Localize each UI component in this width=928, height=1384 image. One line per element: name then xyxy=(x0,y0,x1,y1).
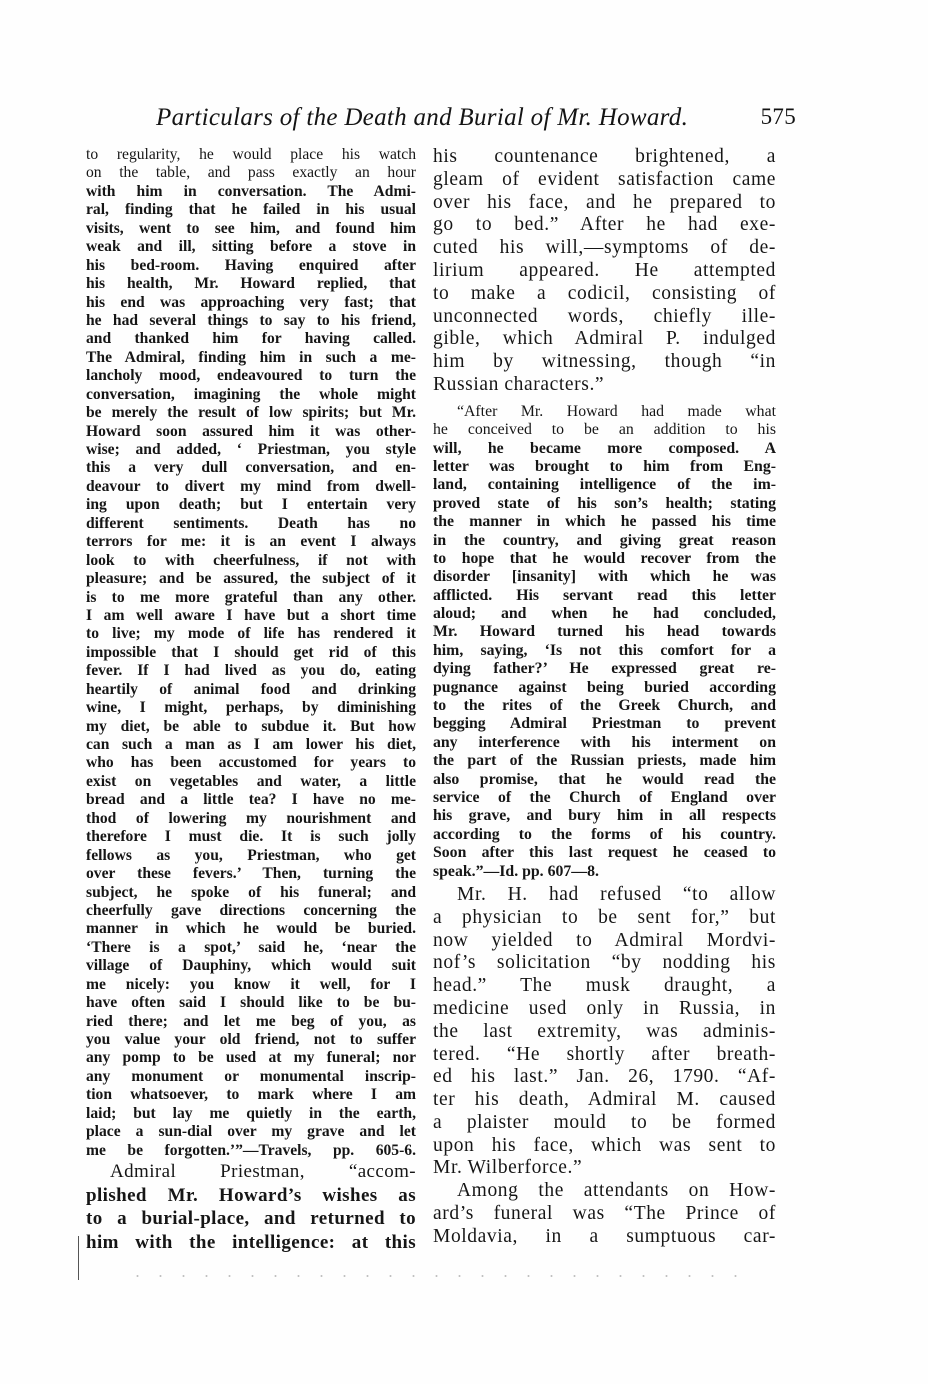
text-line: medicine used only in Russia, in xyxy=(433,997,776,1019)
text-line: go to bed.” After he had exe- xyxy=(433,214,776,236)
left-column xyxy=(86,146,416,1254)
text-line: the part of the Russian priests, made him xyxy=(433,752,776,770)
text-line: visits, went to see him, and found him xyxy=(86,219,416,237)
text-line: I am well aware I have but a short time xyxy=(86,606,416,624)
text-line: deavour to divert my mind from dwell- xyxy=(86,477,416,495)
text-line: to the rites of the Greek Church, and xyxy=(433,697,776,715)
text-line: Among the attendants on How- xyxy=(457,1180,776,1202)
text-line: who has been accustomed for years to xyxy=(86,754,416,772)
text-line: Moldavia, in a sumptuous car- xyxy=(433,1225,776,1247)
text-line: upon his face, which was sent to xyxy=(433,1134,776,1156)
text-line: is to me more grateful than any other. xyxy=(86,588,416,606)
text-line: nof’s solicitation “by nodding his xyxy=(433,952,776,974)
page-number: 575 xyxy=(760,104,796,129)
text-line: ral, finding that he failed in his usual xyxy=(86,201,416,219)
text-line: his end was approaching very fast; that xyxy=(86,293,416,311)
text-line: and thanked him for having called. xyxy=(86,330,416,348)
text-line: afflicted. His servant read this letter xyxy=(433,586,776,604)
text-line: a plaister mould to be formed xyxy=(433,1111,776,1133)
text-line: look to with cheerfulness, if not with xyxy=(86,551,416,569)
text-line: on the table, and pass exactly an hour xyxy=(86,164,416,182)
text-line: “After Mr. Howard had made what xyxy=(457,402,776,420)
margin-rule xyxy=(78,1236,79,1280)
text-line: disorder [insanity] with which he was xyxy=(433,568,776,586)
text-line: impossible that I should get rid of this xyxy=(86,643,416,661)
text-line: plished Mr. Howard’s wishes as xyxy=(86,1184,416,1206)
text-line: his countenance brightened, a xyxy=(433,146,776,167)
text-line: laid; but lay me quietly in the earth, xyxy=(86,1104,416,1122)
text-line: Mr. Wilberforce.” xyxy=(433,1157,583,1179)
text-line: pugnance against being buried according xyxy=(433,678,776,696)
text-line: thod of lowering my nourishment and xyxy=(86,809,416,827)
text-line: over his face, and he prepared to xyxy=(433,191,776,213)
text-line: he conceived to be an addition to his xyxy=(433,421,776,439)
text-line: heartily of animal food and drinking xyxy=(86,680,416,698)
text-line: any pomp to be used at my funeral; nor xyxy=(86,1049,416,1067)
scan-noise xyxy=(126,1272,746,1280)
text-line: cheerfully gave directions concerning the xyxy=(86,901,416,919)
text-line: according to the forms of his country. xyxy=(433,825,776,843)
text-line: unconnected words, chiefly ille- xyxy=(433,305,776,327)
text-line: Howard soon assured him it was other- xyxy=(86,422,416,440)
text-line: Russian characters.” xyxy=(433,373,605,395)
text-line: gible, which Admiral P. indulged xyxy=(433,328,776,350)
text-line: him by witnessing, though “in xyxy=(433,351,776,373)
text-line: over these fevers.’ Then, turning the xyxy=(86,865,416,883)
text-line: gleam of evident satisfaction came xyxy=(433,168,776,190)
text-line: wise; and added, ‘ Priestman, you style xyxy=(86,441,416,458)
text-line: to live; my mode of life has rendered it xyxy=(86,625,416,643)
text-line: have often said I should like to be bu- xyxy=(86,994,416,1012)
text-line: he had several things to say to his friend, xyxy=(86,311,416,329)
text-line: this a very dull conversation, and en- xyxy=(86,459,416,477)
page-title: Particulars of the Death and Burial of Mr. Howard. xyxy=(156,104,689,131)
text-line: wine, I might, perhaps, by diminishing xyxy=(86,699,416,717)
text-line: begging Admiral Priestman to prevent xyxy=(433,715,776,733)
text-line: any monument or monumental inscrip- xyxy=(86,1067,416,1085)
text-line: exist on vegetables and water, a little xyxy=(86,772,416,790)
text-line: to make a codicil, consisting of xyxy=(433,282,776,304)
text-line: ed his last.” Jan. 26, 1790. “Af- xyxy=(433,1066,776,1088)
text-line: land, containing intelligence of the im- xyxy=(433,476,776,494)
text-line: The Admiral, finding him in such a me- xyxy=(86,348,416,366)
text-line: a physician to be sent for,” but xyxy=(433,906,776,928)
text-line: the last extremity, was adminis- xyxy=(433,1020,776,1042)
text-line: Admiral Priestman, “accom- xyxy=(110,1161,416,1183)
text-line: letter was brought to him from Eng- xyxy=(433,457,776,475)
text-line: conversation, imagining the whole might xyxy=(86,385,416,403)
text-line: tion whatsoever, to mark where I am xyxy=(86,1086,416,1104)
text-line: me nicely: you know it well, for I xyxy=(86,975,416,993)
text-line: place a sun-dial over my grave and let xyxy=(86,1123,416,1141)
text-line: me be forgotten.’”—Travels, pp. 605-6. xyxy=(86,1141,416,1159)
text-line: be merely the result of low spirits; but Mr. xyxy=(86,404,416,422)
text-line: Mr. Howard turned his head towards xyxy=(433,623,776,641)
text-line: his bed-room. Having enquired after xyxy=(86,256,416,274)
text-line: Soon after this last request he ceased to xyxy=(433,844,776,862)
text-line: lirium appeared. He attempted xyxy=(433,259,776,281)
text-line: ter his death, Admiral M. caused xyxy=(433,1089,776,1111)
text-line: aloud; and when he had concluded, xyxy=(433,605,776,623)
text-line: to regularity, he would place his watch xyxy=(86,146,416,163)
text-line: lancholy mood, endeavoured to turn the xyxy=(86,367,416,385)
text-line: will, he became more composed. A xyxy=(433,439,776,457)
text-line: with him in conversation. The Admi- xyxy=(86,182,416,200)
text-line: cuted his will,—symptoms of de- xyxy=(433,237,776,259)
text-line: fever. If I had lived as you do, eating xyxy=(86,662,416,680)
text-line: tered. “He shortly after breath- xyxy=(433,1043,776,1065)
text-line: ried there; and let me beg of you, as xyxy=(86,1012,416,1030)
text-line: any interference with his interment on xyxy=(433,733,776,751)
text-line: different sentiments. Death has no xyxy=(86,514,416,532)
text-line: Mr. H. had refused “to allow xyxy=(457,883,776,905)
text-line: dying father?’ He expressed great re- xyxy=(433,660,776,678)
text-line: therefore I must die. It is such jolly xyxy=(86,828,416,846)
text-line: head.” The musk draught, a xyxy=(433,975,776,997)
text-line: weak and ill, sitting before a stove in xyxy=(86,238,416,256)
text-line: bread and a little tea? I have no me- xyxy=(86,791,416,809)
text-line: him with the intelligence: at this xyxy=(86,1231,416,1253)
text-line: subject, he spoke of his funeral; and xyxy=(86,883,416,901)
text-line: my diet, be able to subdue it. But how xyxy=(86,717,416,735)
text-line: terrors for me: it is an event I always xyxy=(86,533,416,551)
text-line: to a burial-place, and returned to xyxy=(86,1208,416,1230)
text-line: ard’s funeral was “The Prince of xyxy=(433,1203,776,1225)
text-line: pleasure; and be assured, the subject of it xyxy=(86,570,416,588)
text-line: proved state of his son’s health; stating xyxy=(433,494,776,512)
text-line: his health, Mr. Howard replied, that xyxy=(86,275,416,293)
text-line: his grave, and bury him in all respects xyxy=(433,807,776,825)
text-line: village of Dauphiny, which would suit xyxy=(86,957,416,975)
text-line: can such a man as I am lower his diet, xyxy=(86,736,416,753)
text-line: in the country, and giving great reason xyxy=(433,531,776,549)
text-line: to hope that he would recover from the xyxy=(433,549,776,567)
text-line: ‘There is a spot,’ said he, ‘near the xyxy=(86,938,416,956)
text-line: manner in which he would be buried. xyxy=(86,920,416,938)
running-head xyxy=(156,104,796,138)
text-line: the manner in which he passed his time xyxy=(433,513,776,531)
text-line: also promise, that he would read the xyxy=(433,770,776,788)
text-line: you value your old friend, not to suffer xyxy=(86,1031,416,1048)
text-line: him, saying, ‘Is not this comfort for a xyxy=(433,641,776,659)
text-line: speak.”—Id. pp. 607—8. xyxy=(433,862,599,880)
text-line: service of the Church of England over xyxy=(433,788,776,806)
text-line: ing upon death; but I entertain very xyxy=(86,496,416,514)
text-line: fellows as you, Priestman, who get xyxy=(86,846,416,864)
text-line: now yielded to Admiral Mordvi- xyxy=(433,929,776,951)
right-column xyxy=(433,146,776,1249)
